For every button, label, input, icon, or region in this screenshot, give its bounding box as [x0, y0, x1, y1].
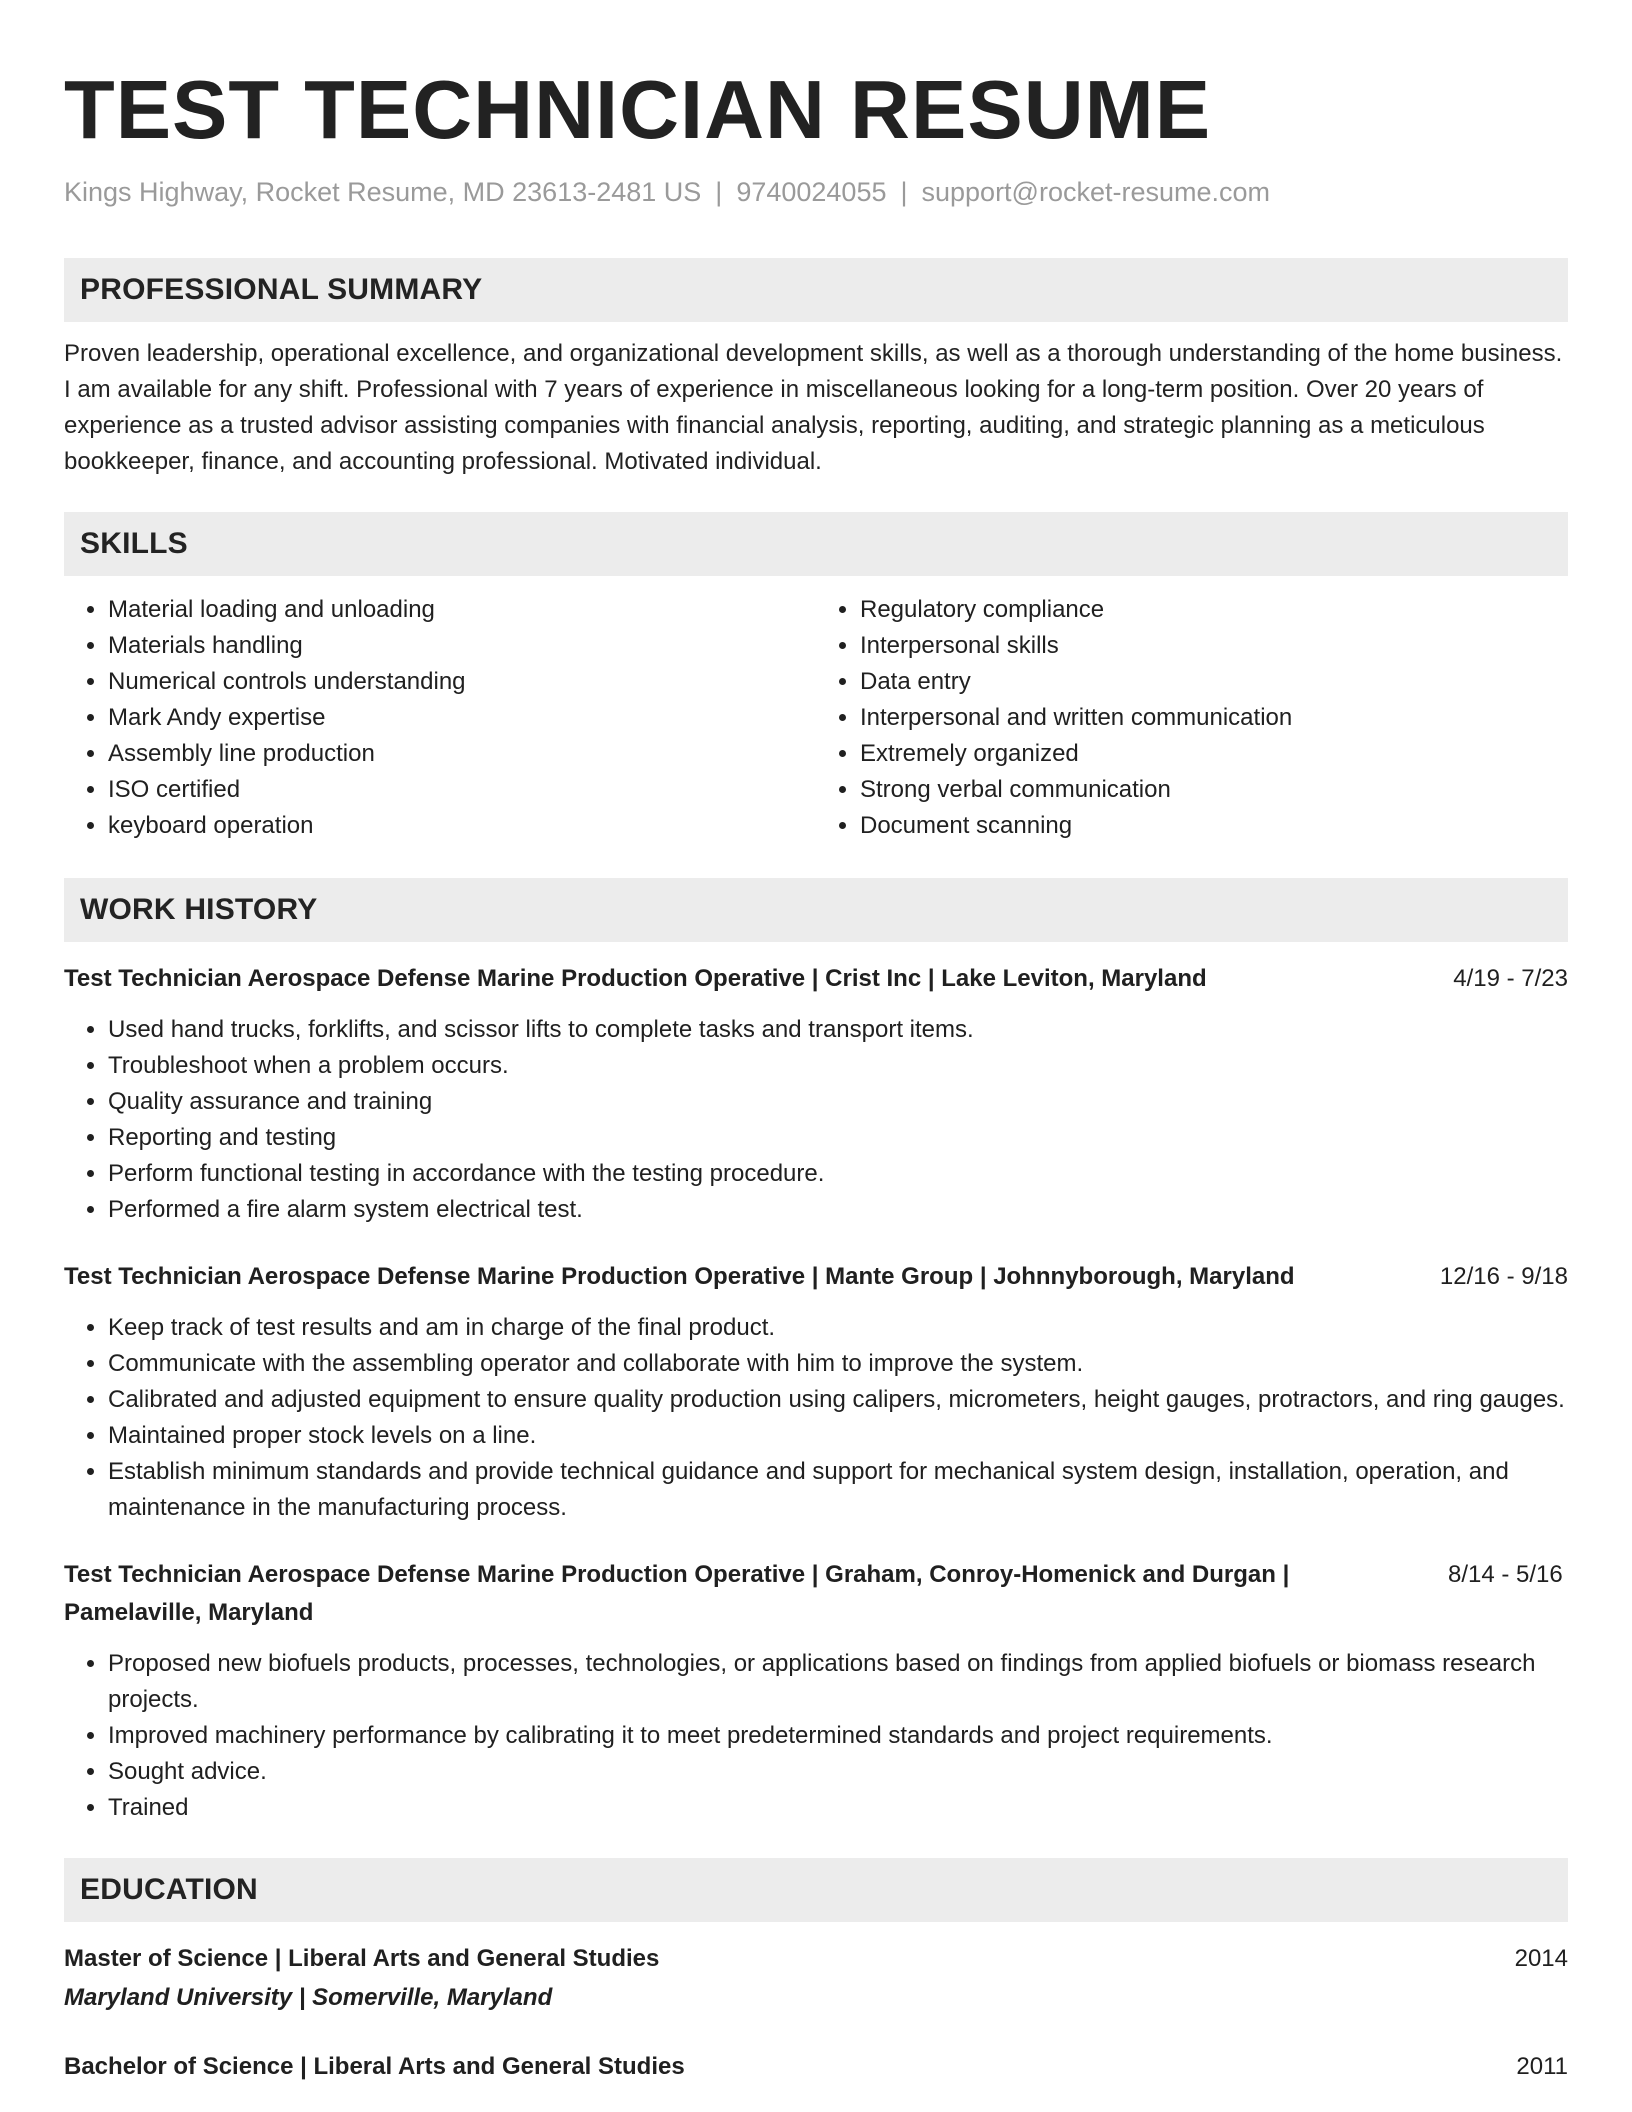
education-entry — [64, 2048, 1568, 2086]
contact-email: support@rocket-resume.com — [921, 177, 1271, 207]
skill-item: • Document scanning — [860, 808, 1568, 844]
skill-item: • Numerical controls understanding — [108, 664, 816, 700]
education-year: 2011 — [1516, 2053, 1568, 2080]
skill-item: • Mark Andy expertise — [108, 700, 816, 736]
skill-item: • Material loading and unloading — [108, 592, 816, 628]
job-header — [64, 960, 1568, 998]
contact-line — [64, 177, 1568, 208]
job-entry — [64, 1556, 1568, 1826]
resume-title: TEST TECHNICIAN RESUME — [64, 63, 1212, 156]
job-bullet: • Maintained proper stock levels on a line. — [108, 1418, 1568, 1454]
job-bullet: • Improved machinery performance by calibrating it to meet predetermined standards and project requirements. — [108, 1718, 1568, 1754]
job-title: Test Technician Aerospace Defense Marine Production Operative | Graham, Conroy-Homenick and Durgan | Pamelaville, Maryland — [64, 1561, 1290, 1626]
job-bullet: • Establish minimum standards and provide technical guidance and support for mechanical system design, installation, operation, and maintenance in the manufacturing process. — [108, 1454, 1568, 1526]
section-heading-skills: SKILLS — [64, 512, 1568, 576]
job-bullet: • Proposed new biofuels products, processes, technologies, or applications based on findings from applied biofuels or biomass research projects. — [108, 1646, 1568, 1718]
skills-column-right — [816, 592, 1568, 844]
skills-grid — [64, 592, 1568, 844]
contact-phone: 9740024055 — [736, 177, 887, 207]
job-bullets — [64, 1012, 1568, 1228]
education-year: 2014 — [1514, 1945, 1568, 1972]
contact-separator: | — [715, 177, 723, 207]
section-heading-education: EDUCATION — [64, 1858, 1568, 1922]
education-header — [64, 2048, 1568, 2086]
job-bullets — [64, 1310, 1568, 1526]
skill-item: • Interpersonal and written communication — [860, 700, 1568, 736]
job-entry — [64, 960, 1568, 1228]
job-dates: 12/16 - 9/18 — [1439, 1263, 1568, 1290]
job-bullet: • Communicate with the assembling operator and collaborate with him to improve the system. — [108, 1346, 1568, 1382]
education-header — [64, 1940, 1568, 1978]
job-bullet: • Performed a fire alarm system electrical test. — [108, 1192, 1568, 1228]
job-bullet: • Keep track of test results and am in charge of the final product. — [108, 1310, 1568, 1346]
skill-item: • keyboard operation — [108, 808, 816, 844]
job-dates: 8/14 - 5/16 — [1448, 1561, 1563, 1588]
education-school: Maryland University | Somerville, Maryland — [64, 1984, 553, 2011]
job-title: Test Technician Aerospace Defense Marine Production Operative | Mante Group | Johnnyborough, Maryland — [64, 1263, 1295, 1290]
job-bullets — [64, 1646, 1568, 1826]
job-bullet: • Trained — [108, 1790, 1568, 1826]
skill-item: • Data entry — [860, 664, 1568, 700]
education-degree: Bachelor of Science | Liberal Arts and General Studies — [64, 2053, 685, 2080]
job-title: Test Technician Aerospace Defense Marine Production Operative | Crist Inc | Lake Leviton, Maryland — [64, 965, 1207, 992]
job-bullet: • Reporting and testing — [108, 1120, 1568, 1156]
job-bullet: • Troubleshoot when a problem occurs. — [108, 1048, 1568, 1084]
education-degree: Master of Science | Liberal Arts and General Studies — [64, 1945, 660, 1972]
section-heading-work-history: WORK HISTORY — [64, 878, 1568, 942]
skill-item: • Materials handling — [108, 628, 816, 664]
job-header — [64, 1258, 1568, 1296]
skill-item: • Regulatory compliance — [860, 592, 1568, 628]
job-header — [64, 1556, 1568, 1632]
skill-item: • Strong verbal communication — [860, 772, 1568, 808]
job-bullet: • Quality assurance and training — [108, 1084, 1568, 1120]
job-dates: 4/19 - 7/23 — [1453, 965, 1568, 992]
job-bullet: • Used hand trucks, forklifts, and scissor lifts to complete tasks and transport items. — [108, 1012, 1568, 1048]
skills-column-left — [64, 592, 816, 844]
job-bullet: • Perform functional testing in accordance with the testing procedure. — [108, 1156, 1568, 1192]
resume-page — [64, 50, 1568, 2086]
contact-separator: | — [900, 177, 908, 207]
skill-item: • Extremely organized — [860, 736, 1568, 772]
skill-item: • Interpersonal skills — [860, 628, 1568, 664]
summary-text: Proven leadership, operational excellence, and organizational development skills, as well as a thorough understanding of the home business. I am available for any shift. Professional with 7 years of experience in miscellaneous looking for a long-term position. Over 20 years of experience as a trusted advisor assisting companies with financial analysis, reporting, auditing, and strategic planning as a meticulous bookkeeper, finance, and accounting professional. Motivated individual. — [64, 340, 1563, 475]
section-heading-summary: PROFESSIONAL SUMMARY — [64, 258, 1568, 322]
job-bullet: • Calibrated and adjusted equipment to ensure quality production using calipers, micrometers, height gauges, protractors, and ring gauges. — [108, 1382, 1568, 1418]
job-bullet: • Sought advice. — [108, 1754, 1568, 1790]
skill-item: • Assembly line production — [108, 736, 816, 772]
education-entry — [64, 1940, 1568, 2018]
job-entry — [64, 1258, 1568, 1526]
contact-address: Kings Highway, Rocket Resume, MD 23613-2481 US — [64, 177, 702, 207]
skill-item: • ISO certified — [108, 772, 816, 808]
